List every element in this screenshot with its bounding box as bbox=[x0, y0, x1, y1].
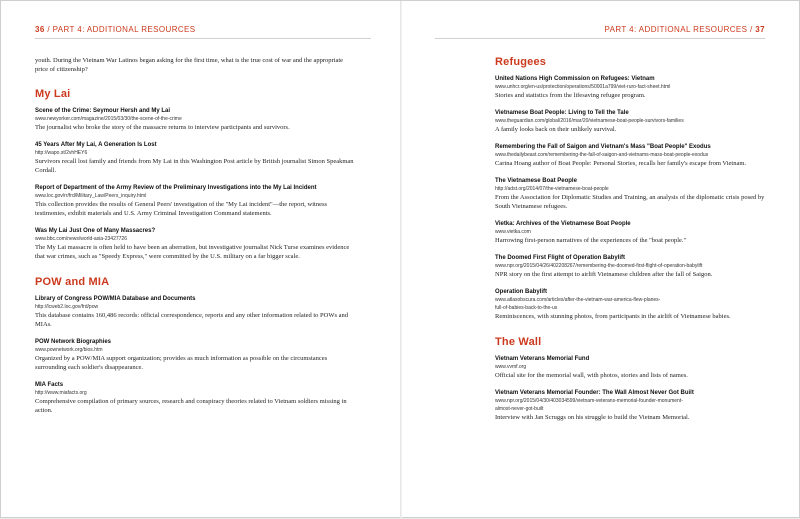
resource-description: The My Lai massacre is often held to have been an aberration, but investigative journalist Nick Turse examines evidence that war crimes, such as "Speedy Express," were committed by the U.S. military on a far bigger scale. bbox=[35, 244, 350, 260]
resource-link[interactable]: www.unhcr.org/en-us/protection/operations/50001a799/viet-ruro-fact-sheet.html bbox=[495, 84, 671, 90]
resource-entry bbox=[495, 143, 765, 168]
section-heading: Refugees bbox=[495, 56, 547, 68]
resource-description: Organized by a POW/MIA support organization; provides as much information as possible on the circumstances surrounding each soldier's disappearance. bbox=[35, 355, 328, 371]
resource-entry bbox=[495, 288, 765, 321]
resource-description: A family looks back on their unlikely survival. bbox=[495, 126, 617, 133]
resource-entry bbox=[495, 177, 765, 211]
resource-description: Stories and statistics from the lifesaving refugee program. bbox=[495, 92, 646, 99]
resource-title: Scene of the Crime: Seymour Hersh and My Lai bbox=[35, 108, 171, 114]
page-number: 37 bbox=[755, 25, 765, 34]
section-heading: POW and MIA bbox=[35, 276, 110, 288]
section-the-wall bbox=[495, 336, 765, 422]
resource-entry bbox=[35, 338, 357, 372]
resource-title: Operation Babylift bbox=[495, 289, 548, 295]
resource-title: MIA Facts bbox=[35, 382, 64, 388]
resource-entry bbox=[35, 141, 357, 175]
resource-description: Carina Hoang author of Boat People: Personal Stories, recalls her family's escape from Vietnam. bbox=[495, 160, 747, 167]
resource-entry bbox=[35, 184, 357, 218]
resource-link[interactable]: www.pownetwork.org/bios.htm bbox=[35, 347, 103, 353]
left-page-content bbox=[35, 56, 357, 424]
resource-entry bbox=[495, 109, 765, 134]
resource-title: Vietnam Veterans Memorial Fund bbox=[495, 356, 590, 362]
left-page-header bbox=[35, 25, 196, 34]
resource-title: The Doomed First Flight of Operation Babylift bbox=[495, 255, 625, 261]
resource-title: POW Network Biographies bbox=[35, 339, 112, 345]
resource-description: The journalist who broke the story of the massacre returns to interview participants and survivors. bbox=[35, 124, 290, 131]
left-page bbox=[1, 1, 401, 519]
resource-description: NPR story on the first attempt to airlift Vietnamese children after the fall of Saigon. bbox=[495, 271, 713, 278]
section-heading: The Wall bbox=[495, 336, 542, 348]
resource-title: Vietnam Veterans Memorial Founder: The Wall Almost Never Got Built bbox=[495, 390, 694, 396]
resource-title: The Vietnamese Boat People bbox=[495, 178, 577, 184]
intro-paragraph: youth. During the Vietnam War Latinos began asking for the first time, what is the true cost of war and the appropriate price of citizenship? bbox=[35, 57, 344, 73]
resource-link[interactable]: www.atlasobscura.com/articles/after-the-vietnam-war-america-flew-planes- bbox=[495, 297, 661, 303]
resource-entry bbox=[495, 389, 765, 422]
resource-link[interactable]: http://www.miafacts.org bbox=[35, 390, 87, 396]
resource-description: This database contains 160,486 records: official correspondence, reports and any other information related to POWs and MIAs. bbox=[35, 312, 349, 328]
resource-title: Vietka: Archives of the Vietnamese Boat People bbox=[495, 221, 631, 227]
right-page-header bbox=[604, 25, 765, 34]
resource-link[interactable]: www.thedailybeast.com/remembering-the-fall-of-saigon-and-vietnams-mass-boat-people-exodus bbox=[495, 152, 709, 158]
resource-entry bbox=[495, 355, 765, 380]
resource-title: Was My Lai Just One of Many Massacres? bbox=[35, 228, 156, 234]
header-rule bbox=[35, 38, 371, 39]
resource-link[interactable]: www.vietka.com bbox=[495, 229, 531, 235]
header-separator: / bbox=[47, 25, 50, 34]
section-pow-mia bbox=[35, 276, 357, 415]
page-number: 36 bbox=[35, 25, 45, 34]
resource-link[interactable]: www.npr.org/2015/04/26/402208267/remembering-the-doomed-first-flight-of-operation-babylift bbox=[495, 263, 703, 269]
section-heading: My Lai bbox=[35, 88, 71, 100]
resource-link[interactable]: http://wapo.st/2vhHEY6 bbox=[35, 150, 88, 156]
resource-link[interactable]: www.vvmf.org bbox=[495, 364, 527, 370]
right-page-content bbox=[495, 56, 765, 431]
resource-title: Report of Department of the Army Review of the Preliminary Investigations into the My Lai Incident bbox=[35, 185, 317, 191]
resource-entry bbox=[35, 381, 357, 415]
resource-description: Harrowing first-person narratives of the experiences of the "boat people." bbox=[495, 237, 687, 244]
resource-entry bbox=[495, 254, 765, 279]
running-title: PART 4: ADDITIONAL RESOURCES bbox=[52, 25, 196, 34]
resource-title: 45 Years After My Lai, A Generation Is Lost bbox=[35, 142, 157, 148]
resource-link[interactable]: www.npr.org/2015/04/30/403034599/vietnam-veterans-memorial-founder-monument- bbox=[495, 398, 683, 404]
resource-link[interactable]: www.theguardian.com/global/2016/mar/20/vietnamese-boat-people-survivors-families bbox=[495, 118, 684, 124]
resource-link[interactable]: www.newyorker.com/magazine/2015/03/30/the-scene-of-the-crime bbox=[35, 116, 182, 122]
resource-link[interactable]: http://adst.org/2014/07/the-vietnamese-boat-people bbox=[495, 186, 609, 192]
resource-description: This collection provides the results of General Peers' investigation of the "My Lai incident"—the report, witness testimonies, exhibit materials and U.S. Army Criminal Investigation Command statements. bbox=[35, 201, 328, 217]
header-rule bbox=[435, 38, 765, 39]
resource-title: Library of Congress POW/MIA Database and Documents bbox=[35, 296, 196, 302]
resource-link[interactable]: www.loc.gov/rr/frd/Military_Law/Peers_inquiry.html bbox=[35, 193, 147, 199]
resource-link-continued[interactable]: full-of-babies-back-to-the-us bbox=[495, 305, 558, 311]
resource-description: Survivors recall lost family and friends from My Lai in this Washington Post article by British journalist Simon Speakman Cordall. bbox=[35, 158, 354, 174]
resource-title: Vietnamese Boat People: Living to Tell the Tale bbox=[495, 110, 629, 116]
resource-description: Official site for the memorial wall, with photos, stories and lists of names. bbox=[495, 372, 688, 379]
resource-entry bbox=[495, 75, 765, 100]
resource-description: Comprehensive compilation of primary sources, research and conspiracy theories related to Vietnam soldiers missing in action. bbox=[35, 398, 347, 414]
resource-link[interactable]: http://lcweb2.loc.gov/frd/pow bbox=[35, 304, 99, 310]
resource-entry bbox=[35, 295, 357, 329]
header-separator: / bbox=[750, 25, 753, 34]
resource-title: United Nations High Commission on Refugees: Vietnam bbox=[495, 76, 655, 82]
resource-title: Remembering the Fall of Saigon and Vietnam's Mass "Boat People" Exodus bbox=[495, 144, 711, 150]
resource-link[interactable]: www.bbc.com/news/world-asia-23427726 bbox=[35, 236, 127, 242]
resource-entry bbox=[495, 220, 765, 245]
resource-description: From the Association for Diplomatic Studies and Training, an analysis of the diplomatic crisis posed by South Vietnamese refugees. bbox=[495, 194, 765, 210]
resource-description: Reminiscences, with stunning photos, from participants in the airlift of Vietnamese babies. bbox=[495, 313, 731, 320]
resource-description: Interview with Jan Scruggs on his struggle to build the Vietnam Memorial. bbox=[495, 414, 690, 421]
right-page bbox=[401, 1, 800, 519]
section-my-lai bbox=[35, 88, 357, 261]
resource-link-continued[interactable]: almost-never-got-built bbox=[495, 406, 544, 412]
resource-entry bbox=[35, 107, 357, 132]
resource-entry bbox=[35, 227, 357, 261]
section-refugees bbox=[495, 56, 765, 321]
running-title: PART 4: ADDITIONAL RESOURCES bbox=[604, 25, 748, 34]
